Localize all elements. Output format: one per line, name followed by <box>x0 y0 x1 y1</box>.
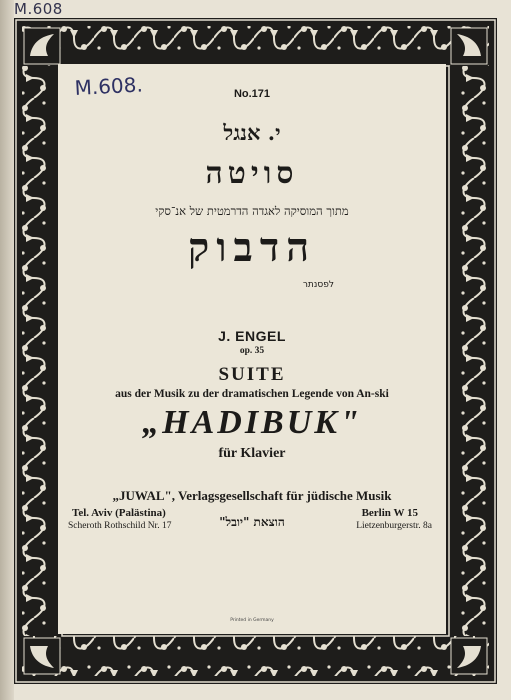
publisher-line: „JUWAL", Verlagsgesellschaft für jüdische Musik <box>112 488 392 503</box>
address-right-street: Lietzenburgerstr. 8a <box>356 521 432 531</box>
composer-name: J. ENGEL <box>218 328 286 344</box>
suite-heading: SUITE <box>218 364 286 385</box>
catalog-label: M.608 <box>14 0 63 18</box>
edition-number: No.171 <box>233 88 271 100</box>
binding-spine <box>0 0 14 700</box>
work-title: „HADIBUK" <box>142 404 362 441</box>
address-right-city: Berlin W 15 <box>361 507 418 519</box>
library-stamp: M.608. <box>74 72 144 100</box>
instrument-line: für Klavier <box>218 446 286 461</box>
printed-note: Printed in Germany <box>230 618 274 623</box>
legend-line: aus der Musik zu der dramatischen Legende von An-ski <box>115 388 389 400</box>
hebrew-for-piano: לפסנתר <box>302 280 334 290</box>
opus-number: op. 35 <box>239 346 265 356</box>
hebrew-suite: סויטה <box>205 156 299 191</box>
hebrew-composer: י. אנגל <box>223 120 281 145</box>
hebrew-subtitle: מתוך המוסיקה לאגדה הדרמטית של אנ־סקי <box>155 204 349 218</box>
title-panel <box>58 64 446 634</box>
address-left-street: Scheroth Rothschild Nr. 17 <box>68 521 172 531</box>
hebrew-title: הדבוק <box>187 224 317 271</box>
address-left-city: Tel. Aviv (Palästina) <box>72 507 166 519</box>
hebrew-publisher: הוצאת "יובל" <box>219 515 285 529</box>
